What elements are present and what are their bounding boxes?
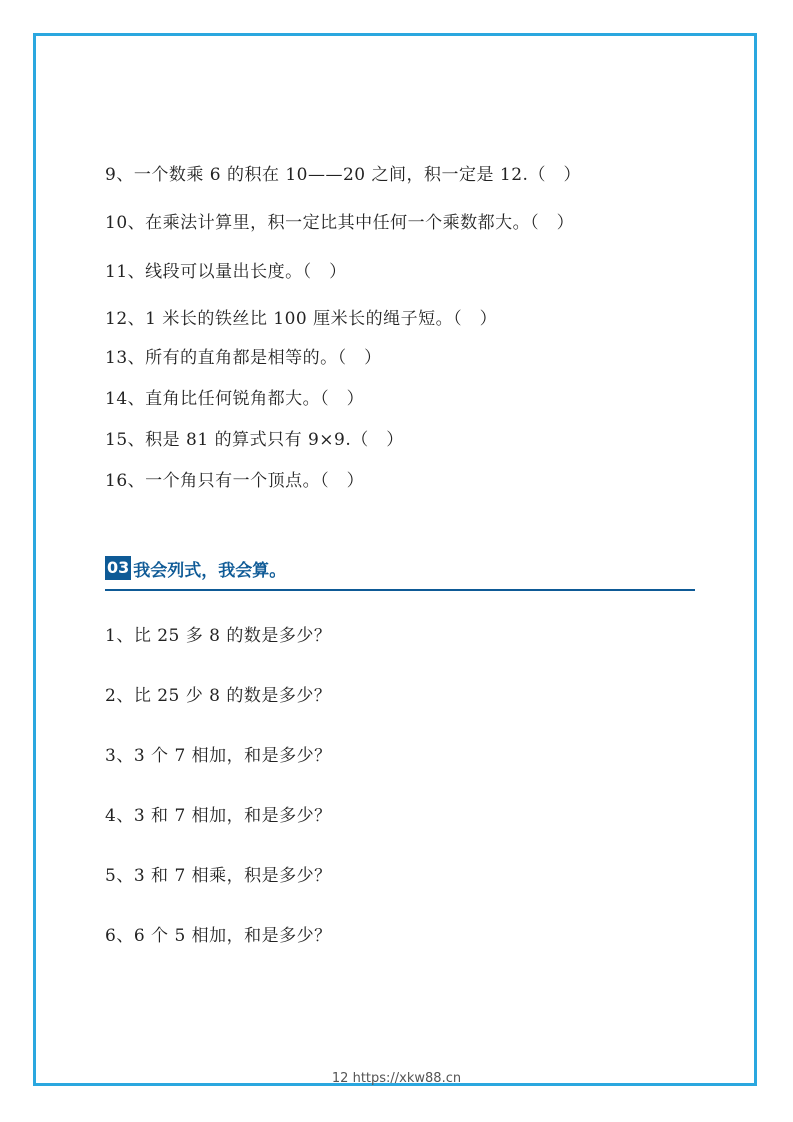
- calc-question-5: 5、3 和 7 相乘，积是多少？: [105, 866, 332, 886]
- section-heading: [105, 556, 286, 580]
- section-title: 我会列式，我会算。: [133, 560, 287, 581]
- section-divider: [105, 589, 695, 591]
- question-14: 14、直角比任何锐角都大。（ ）: [105, 389, 365, 409]
- question-16: 16、一个角只有一个顶点。（ ）: [105, 471, 365, 491]
- page-footer: 12 https://xkw88.cn: [331, 1071, 462, 1086]
- question-11: 11、线段可以量出长度。（ ）: [105, 262, 347, 282]
- question-13: 13、所有的直角都是相等的。（ ）: [105, 348, 382, 368]
- calc-question-6: 6、6 个 5 相加，和是多少？: [105, 926, 332, 946]
- calc-question-2: 2、比 25 少 8 的数是多少？: [105, 686, 332, 706]
- question-15: 15、积是 81 的算式只有 9×9.（ ）: [105, 430, 404, 450]
- question-9: 9、一个数乘 6 的积在 10——20 之间，积一定是 12.（ ）: [105, 165, 581, 185]
- calc-question-1: 1、比 25 多 8 的数是多少？: [105, 626, 332, 646]
- section-number-badge: 03: [105, 556, 131, 580]
- calc-question-3: 3、3 个 7 相加，和是多少？: [105, 746, 332, 766]
- question-12: 12、1 米长的铁丝比 100 厘米长的绳子短。（ ）: [105, 309, 498, 329]
- question-10: 10、在乘法计算里，积一定比其中任何一个乘数都大。（ ）: [105, 213, 575, 233]
- calc-question-4: 4、3 和 7 相加，和是多少？: [105, 806, 332, 826]
